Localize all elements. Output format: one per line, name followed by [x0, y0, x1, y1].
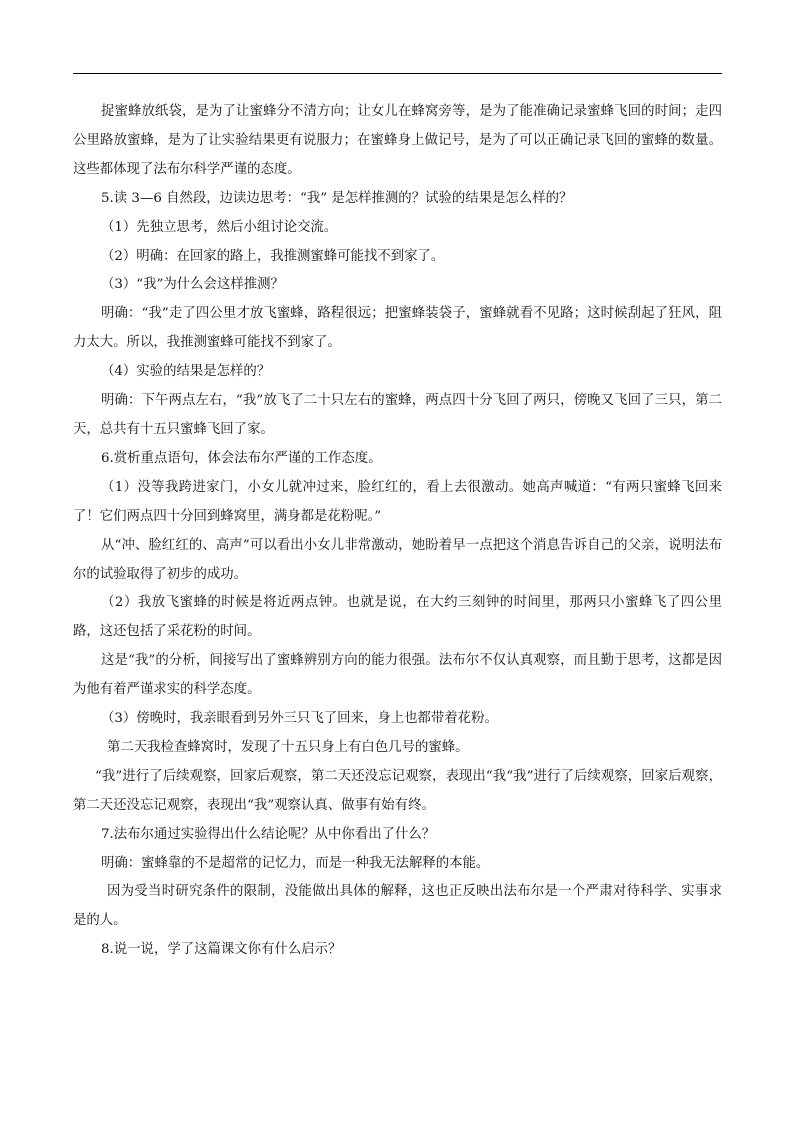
analysis-6-2: 这是“我”的分析，间接写出了蜜蜂辨别方向的能力很强。法布尔不仅认真观察，而且勤于思考，这都是因为他有着严谨求实的科学态度。: [73, 653, 722, 698]
question-5-step-3: （3）“我”为什么会这样推测？: [101, 277, 284, 293]
answer-5-step-3: 明确：“我”走了四公里才放飞蜜蜂，路程很远；把蜜蜂装袋子，蜜蜂就看不见路；这时候刮起了狂风，阻力太大。所以，我推测蜜蜂可能找不到家了。: [73, 306, 722, 351]
question-7: 7.法布尔通过实验得出什么结论呢？从中你看出了什么？: [101, 826, 436, 842]
analysis-6-1: 从“冲、脸红红的、高声”可以看出小女儿非常激动，她盼着早一点把这个消息告诉自己的父亲，说明法布尔的试验取得了初步的成功。: [73, 537, 722, 582]
paragraph-1: 捉蜜蜂放纸袋，是为了让蜜蜂分不清方向；让女儿在蜂窝旁等，是为了能准确记录蜜蜂飞回的时间；走四公里路放蜜蜂，是为了让实验结果更有说服力；在蜜蜂身上做记号，是为了可以正确记录飞回的蜜蜂的数量。这些都体现了法布尔科学严谨的态度。: [73, 104, 722, 177]
analysis-6-3: “我”进行了后续观察，回家后观察，第二天还没忘记观察，表现出“我“我”进行了后续观察，回家后观察，第二天还没忘记观察，表现出“我”观察认真、做事有始有终。: [73, 768, 722, 813]
quote-6-3: （3）傍晚时，我亲眼看到另外三只飞了回来，身上也都带着花粉。: [101, 711, 498, 727]
question-8: 8.说一说，学了这篇课文你有什么启示？: [101, 942, 342, 958]
quote-6-1: （1）没等我跨进家门，小女儿就冲过来，脸红红的，看上去很激动。她高声喊道：“有两只蜜蜂飞回来了！它们两点四十分回到蜂窝里，满身都是花粉呢。”: [73, 479, 722, 524]
header-rule: [73, 73, 722, 74]
question-5-step-2: （2）明确：在回家的路上，我推测蜜蜂可能找不到家了。: [101, 248, 445, 264]
question-5: 5.读 3—6 自然段，边读边思考：“我” 是怎样推测的？试验的结果是怎么样的？: [101, 190, 573, 206]
question-6: 6.赏析重点语句，体会法布尔严谨的工作态度。: [101, 450, 382, 466]
answer-5-step-4: 明确：下午两点左右，“我”放飞了二十只左右的蜜蜂，两点四十分飞回了两只，傍晚又飞回了三只，第二天，总共有十五只蜜蜂飞回了家。: [73, 393, 722, 437]
answer-7: 明确：蜜蜂靠的不是超常的记忆力，而是一种我无法解释的本能。: [101, 855, 490, 871]
document-body: [73, 98, 722, 965]
question-5-step-1: （1）先独立思考，然后小组讨论交流。: [101, 219, 338, 235]
question-5-step-4: （4）实验的结果是怎样的？: [101, 364, 271, 380]
analysis-7: 因为受当时研究条件的限制，没能做出具体的解释，这也正反映出法布尔是一个严肃对待科学、实事求是的人。: [73, 884, 722, 929]
quote-6-2: （2）我放飞蜜蜂的时候是将近两点钟。也就是说，在大约三刻钟的时间里，那两只小蜜蜂飞了四公里路，这还包括了采花粉的时间。: [73, 595, 722, 640]
quote-6-3-continued: 第二天我检查蜂窝时，发现了十五只身上有白色几号的蜜蜂。: [107, 739, 469, 755]
